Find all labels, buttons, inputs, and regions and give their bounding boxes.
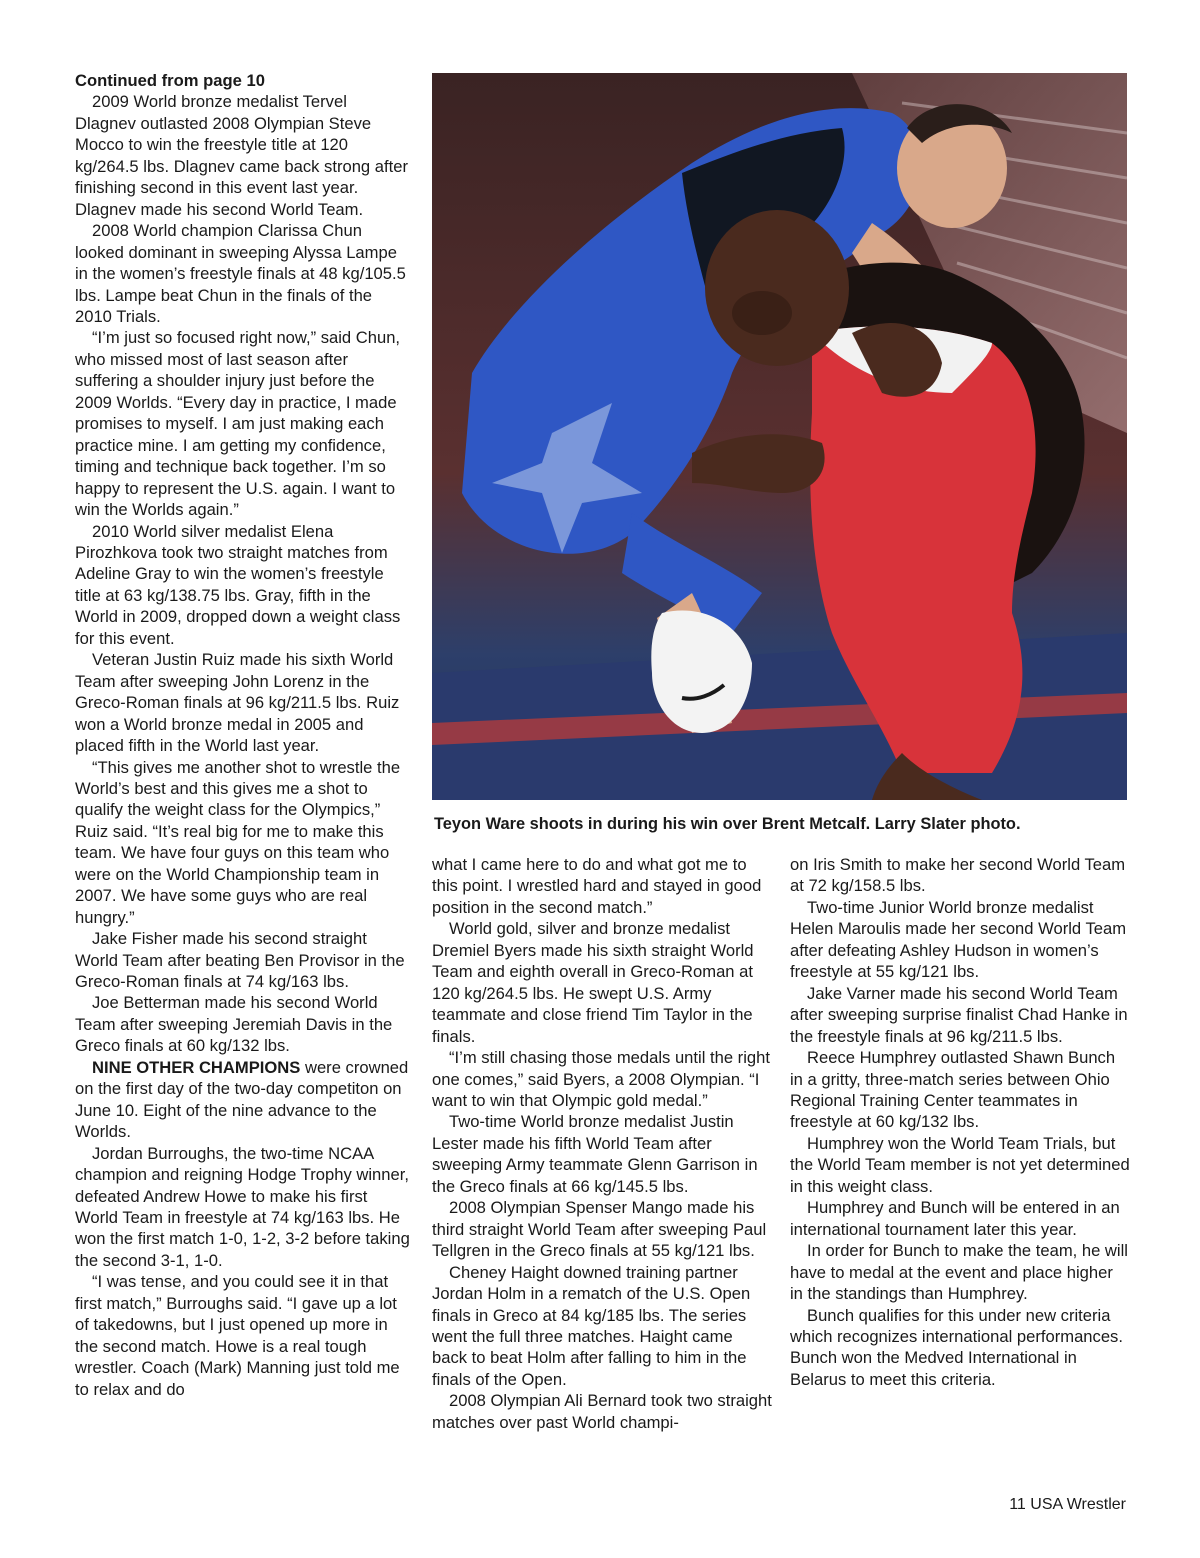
article-paragraph: Humphrey won the World Team Trials, but the World Team member is not yet determined in this weight class.: [790, 1133, 1130, 1196]
wrestling-photo: [432, 73, 1127, 800]
article-paragraph-continued: what I came here to do and what got me to this point. I wrestled hard and stayed in good position in the second match.”: [432, 855, 762, 917]
article-paragraph: Bunch qualifies for this under new criteria which recognizes international performances. Bunch won the Medved International in Belarus to meet this criteria.: [790, 1305, 1123, 1389]
article-paragraph: In order for Bunch to make the team, he will have to medal at the event and place higher in the standings than Humphrey.: [790, 1241, 1128, 1304]
article-paragraph: 2008 World champion Clarissa Chun looked dominant in sweeping Alyssa Lampe in the women’s freestyle finals at 48 kg/105.5 lbs. Lampe beat Chun in the finals of the 2010 Trials.: [75, 221, 406, 326]
article-paragraph: “I’m still chasing those medals until the right one comes,” said Byers, a 2008 Olympian. “I want to win that Olympic gold medal.”: [432, 1048, 770, 1110]
article-paragraph: “I was tense, and you could see it in that first match,” Burroughs said. “I gave up a lot of takedowns, but I just opened up more in the second match. Howe is a real tough wrestler. Coach (Mark) Manning just told me to relax and do: [75, 1272, 400, 1399]
article-paragraph: Two-time World bronze medalist Justin Lester made his fifth World Team after sweeping Army teammate Glenn Garrison in the Greco finals at 66 kg/145.5 lbs.: [432, 1112, 758, 1196]
wrestling-photo-illustration: [432, 73, 1127, 800]
article-column-2: [432, 854, 772, 1433]
page-footer: 11 USA Wrestler: [1009, 1496, 1126, 1513]
article-paragraph: Cheney Haight downed training partner Jordan Holm in a rematch of the U.S. Open finals in Greco at 84 kg/185 lbs. The series went the full three matches. Haight came back to beat Holm after falling to him in the finals of the Open.: [432, 1262, 751, 1389]
article-paragraph: 2010 World silver medalist Elena Pirozhkova took two straight matches from Adeline Gray to win the women’s freestyle title at 63 kg/138.75 lbs. Gray, fifth in the World in 2009, dropped down a weight class for this event.: [75, 521, 401, 648]
article-paragraph-continued: on Iris Smith to make her second World Team at 72 kg/158.5 lbs.: [790, 855, 1126, 896]
continued-heading: Continued from page 10: [75, 71, 265, 90]
article-paragraph: 2009 World bronze medalist Tervel Dlagnev outlasted 2008 Olympian Steve Mocco to win the freestyle title at 120 kg/264.5 lbs. Dlagnev came back strong after finishing second in this event last year. Dlagnev made his second World Team.: [75, 92, 408, 219]
article-paragraph: Veteran Justin Ruiz made his sixth World Team after sweeping John Lorenz in the Greco-Roman finals at 96 kg/211.5 lbs. Ruiz won a World bronze medal in 2005 and placed fifth in the World last year.: [75, 650, 400, 756]
article-paragraph: Jake Fisher made his second straight World Team after beating Ben Provisor in the Greco-Roman finals at 74 kg/163 lbs.: [75, 929, 405, 992]
article-column-1: [75, 70, 410, 1400]
nine-champions-text: were crowned on the first day of the two-day competiton on June 10. Eight of the nine advance to the Worlds.: [75, 1057, 409, 1142]
nine-champions-paragraph: [75, 1057, 410, 1143]
article-paragraph: 2008 Olympian Spenser Mango made his third straight World Team after sweeping Paul Tellgren in the Greco finals at 55 kg/121 lbs.: [432, 1198, 767, 1261]
article-paragraph: Humphrey and Bunch will be entered in an international tournament later this year.: [790, 1198, 1120, 1239]
article-paragraph: World gold, silver and bronze medalist Dremiel Byers made his sixth straight World Team and eighth overall in Greco-Roman at 120 kg/264.5 lbs. He swept U.S. Army teammate and close friend Tim Taylor in the finals.: [432, 919, 754, 1046]
article-paragraph: Joe Betterman made his second World Team after sweeping Jeremiah Davis in the Greco finals at 60 kg/132 lbs.: [75, 993, 393, 1056]
article-paragraph: Reece Humphrey outlasted Shawn Bunch in a gritty, three-match series between Ohio Regional Training Center teammates in freestyle at 60 kg/132 lbs.: [790, 1048, 1116, 1132]
article-paragraph: “This gives me another shot to wrestle the World’s best and this gives me a shot to qualify the weight class for the Olympics,” Ruiz said. “It’s real big for me to make this team. We have four guys on this team who were on the World Championship team in 2007. We have some guys who are real hungry.”: [75, 757, 401, 927]
photo-caption: Teyon Ware shoots in during his win over Brent Metcalf. Larry Slater photo.: [434, 815, 1021, 833]
article-paragraph: 2008 Olympian Ali Bernard took two straight matches over past World champi-: [432, 1391, 772, 1432]
article-paragraph: Jake Varner made his second World Team after sweeping surprise finalist Chad Hanke in the freestyle finals at 96 kg/211.5 lbs.: [790, 983, 1128, 1046]
article-paragraph: “I’m just so focused right now,” said Chun, who missed most of last season after suffering a shoulder injury just before the 2009 Worlds. “Every day in practice, I made promises to myself. I am just making each practice mine. I am getting my confidence, timing and technique back together. I’m so happy to represent the U.S. again. I want to win the Worlds again.”: [75, 328, 401, 520]
article-paragraph: Two-time Junior World bronze medalist Helen Maroulis made her second World Team after defeating Ashley Hudson in women’s freestyle at 55 kg/121 lbs.: [790, 897, 1127, 982]
article-paragraph: Jordan Burroughs, the two-time NCAA champion and reigning Hodge Trophy winner, defeated Andrew Howe to make his first World Team in freestyle at 74 kg/163 lbs. He won the first match 1-0, 1-2, 3-2 before taking the second 3-1, 1-0.: [75, 1143, 410, 1270]
article-column-3: [790, 854, 1130, 1390]
nine-champions-lead: NINE OTHER CHAMPIONS: [92, 1057, 301, 1077]
